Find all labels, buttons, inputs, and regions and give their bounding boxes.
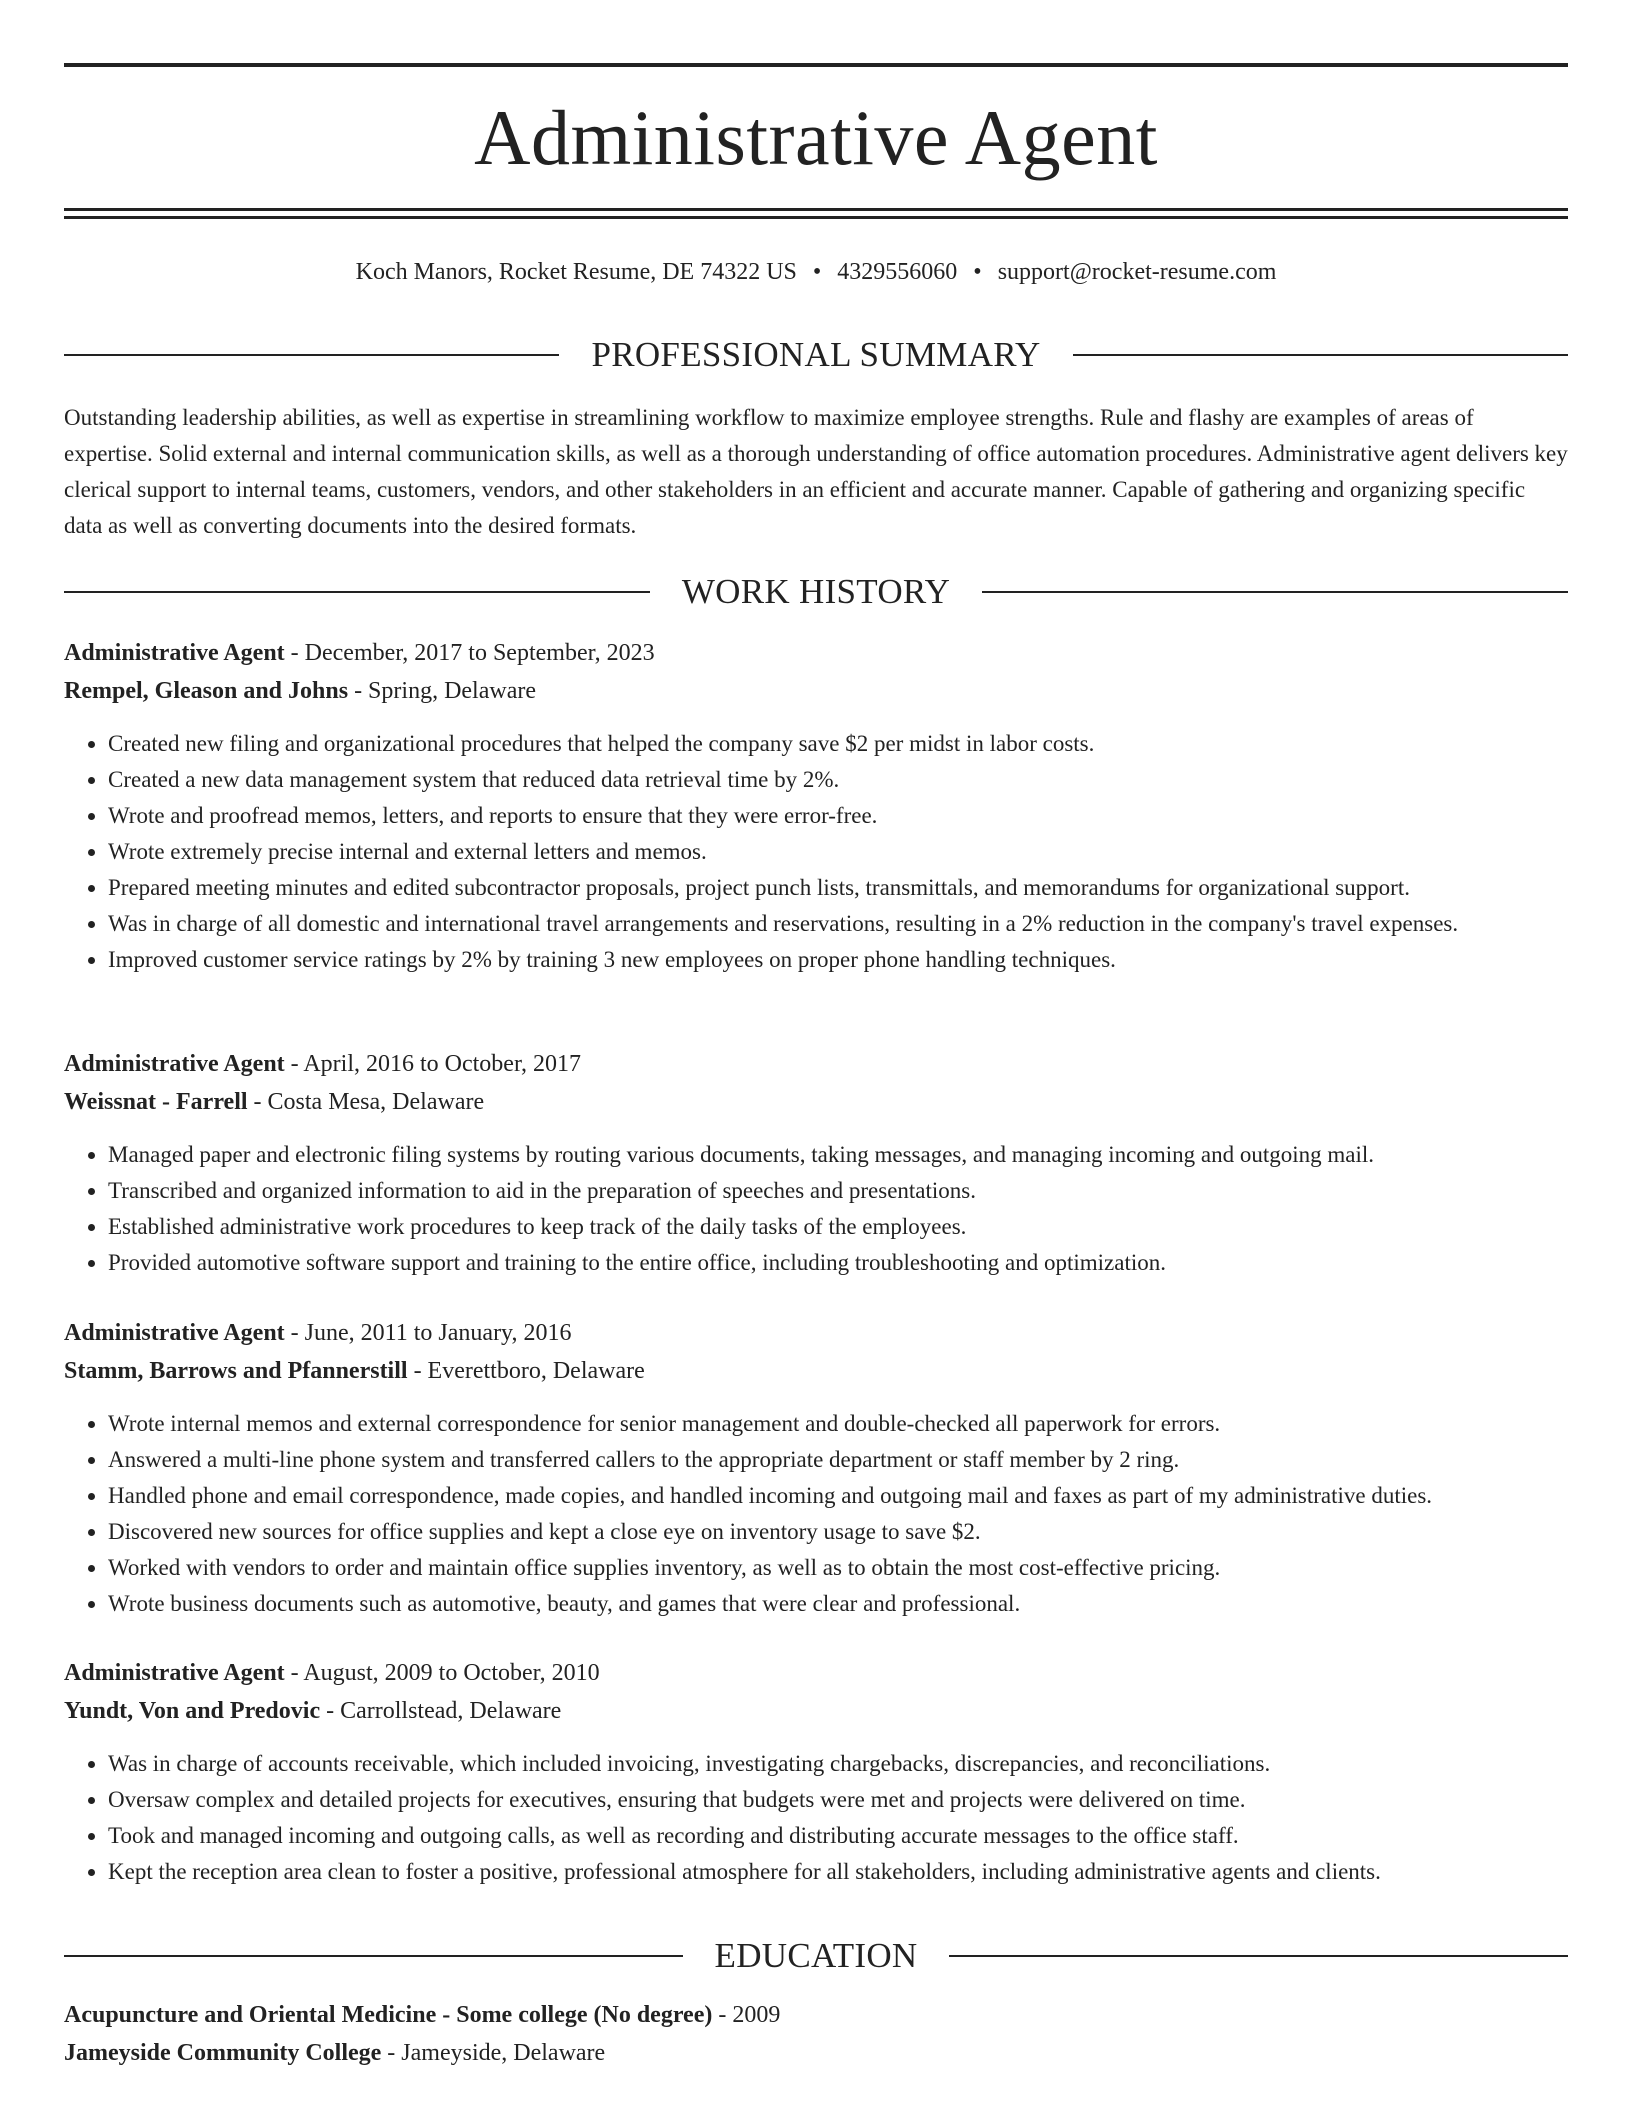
job-title: Administrative Agent xyxy=(64,1051,285,1077)
job-company-line xyxy=(64,1352,1568,1390)
job-bullets xyxy=(64,726,1568,978)
summary-heading: PROFESSIONAL SUMMARY xyxy=(591,335,1041,374)
job-title: Administrative Agent xyxy=(64,1660,285,1686)
heading-rule xyxy=(64,591,650,593)
job-location: - Spring, Delaware xyxy=(348,678,536,704)
job-bullet: • Was in charge of accounts receivable, which included invoicing, investigating chargebacks, discrepancies, and reconciliations. xyxy=(108,1746,1568,1782)
job-title-line xyxy=(64,1654,1568,1692)
work-heading-row xyxy=(64,570,1568,614)
job-entry xyxy=(64,1654,1568,1890)
job-company: Yundt, Von and Predovic xyxy=(64,1698,321,1724)
name-rule-upper xyxy=(64,208,1568,211)
job-company: Weissnat - Farrell xyxy=(64,1089,248,1115)
education-school: Jameyside Community College xyxy=(64,2040,382,2066)
job-bullet: • Created new filing and organizational procedures that helped the company save $2 per midst in labor costs. xyxy=(108,726,1568,762)
top-rule xyxy=(64,63,1568,67)
job-bullet: • Worked with vendors to order and maintain office supplies inventory, as well as to obtain the most cost-effective pricing. xyxy=(108,1550,1568,1586)
contact-separator: • xyxy=(973,259,982,285)
job-company: Rempel, Gleason and Johns xyxy=(64,678,349,704)
job-bullets xyxy=(64,1746,1568,1890)
heading-rule xyxy=(64,354,559,356)
job-entry xyxy=(64,1314,1568,1622)
job-bullet: • Wrote internal memos and external correspondence for senior management and double-checked all paperwork for errors. xyxy=(108,1406,1568,1442)
job-bullet: • Provided automotive software support and training to the entire office, including troubleshooting and optimization. xyxy=(108,1245,1568,1281)
job-dates: - August, 2009 to October, 2010 xyxy=(284,1660,600,1686)
job-location: - Carrollstead, Delaware xyxy=(320,1698,562,1724)
job-bullet: • Took and managed incoming and outgoing calls, as well as recording and distributing accurate messages to the office staff. xyxy=(108,1818,1568,1854)
job-bullet: • Wrote and proofread memos, letters, and reports to ensure that they were error-free. xyxy=(108,798,1568,834)
job-bullet: • Was in charge of all domestic and international travel arrangements and reservations, resulting in a 2% reduction in the company's travel expenses. xyxy=(108,906,1568,942)
heading-rule xyxy=(64,1955,683,1957)
job-title: Administrative Agent xyxy=(64,1320,285,1346)
summary-text: Outstanding leadership abilities, as well as expertise in streamlining workflow to maximize employee strengths. Rule and flashy are examples of areas of expertise. Solid external and internal communication skills, as well as a thorough understanding of office automation procedures. Administrative agent delivers key clerical support to internal teams, customers, vendors, and other stakeholders in an efficient and accurate manner. Capable of gathering and organizing specific data as well as converting documents into the desired formats. xyxy=(64,405,1568,538)
job-bullet: • Handled phone and email correspondence, made copies, and handled incoming and outgoing mail and faxes as part of my administrative duties. xyxy=(108,1478,1568,1514)
summary-heading-row xyxy=(64,333,1568,377)
job-company-line xyxy=(64,672,1568,710)
job-location: - Everettboro, Delaware xyxy=(407,1358,645,1384)
job-bullet: • Established administrative work procedures to keep track of the daily tasks of the employees. xyxy=(108,1209,1568,1245)
job-company: Stamm, Barrows and Pfannerstill xyxy=(64,1358,408,1384)
job-location: - Costa Mesa, Delaware xyxy=(247,1089,485,1115)
job-title: Administrative Agent xyxy=(64,640,285,666)
job-dates: - June, 2011 to January, 2016 xyxy=(284,1320,572,1346)
contact-address: Koch Manors, Rocket Resume, DE 74322 US xyxy=(355,259,797,285)
job-bullet: • Created a new data management system that reduced data retrieval time by 2%. xyxy=(108,762,1568,798)
job-bullet: • Improved customer service ratings by 2% by training 3 new employees on proper phone handling techniques. xyxy=(108,942,1568,978)
work-heading: WORK HISTORY xyxy=(681,572,951,611)
job-bullet: • Oversaw complex and detailed projects for executives, ensuring that budgets were met and projects were delivered on time. xyxy=(108,1782,1568,1818)
job-title-line xyxy=(64,1045,1568,1083)
job-bullet: • Wrote extremely precise internal and external letters and memos. xyxy=(108,834,1568,870)
heading-rule xyxy=(949,1955,1568,1957)
job-dates: - December, 2017 to September, 2023 xyxy=(284,640,655,666)
education-degree: Acupuncture and Oriental Medicine - Some college (No degree) xyxy=(64,2002,713,2028)
heading-rule xyxy=(982,591,1568,593)
contact-phone: 4329556060 xyxy=(837,259,958,285)
job-entry xyxy=(64,634,1568,978)
job-title-line xyxy=(64,1314,1568,1352)
job-bullet: • Transcribed and organized information to aid in the preparation of speeches and presentations. xyxy=(108,1173,1568,1209)
contact-line xyxy=(64,254,1568,290)
job-title-line xyxy=(64,634,1568,672)
contact-separator: • xyxy=(812,259,822,285)
contact-email: support@rocket-resume.com xyxy=(997,259,1277,285)
heading-rule xyxy=(1073,354,1568,356)
job-bullets xyxy=(64,1406,1568,1622)
name-rule-lower xyxy=(64,216,1568,219)
education-entry xyxy=(64,1996,1568,2072)
job-bullet: • Wrote business documents such as automotive, beauty, and games that were clear and professional. xyxy=(108,1586,1568,1622)
job-dates: - April, 2016 to October, 2017 xyxy=(284,1051,581,1077)
job-bullets xyxy=(64,1137,1568,1281)
education-school-line xyxy=(64,2034,1568,2072)
job-company-line xyxy=(64,1692,1568,1730)
resume-name: Administrative Agent xyxy=(474,94,1158,181)
education-location: - Jameyside, Delaware xyxy=(381,2040,606,2066)
job-bullet: • Answered a multi-line phone system and transferred callers to the appropriate department or staff member by 2 ring. xyxy=(108,1442,1568,1478)
education-heading: EDUCATION xyxy=(714,1936,918,1975)
job-entry xyxy=(64,1045,1568,1281)
job-company-line xyxy=(64,1083,1568,1121)
job-bullet: • Managed paper and electronic filing systems by routing various documents, taking messages, and managing incoming and outgoing mail. xyxy=(108,1137,1568,1173)
job-bullet: • Kept the reception area clean to foster a positive, professional atmosphere for all stakeholders, including administrative agents and clients. xyxy=(108,1854,1568,1890)
education-heading-row xyxy=(64,1934,1568,1978)
education-year: - 2009 xyxy=(712,2002,781,2028)
job-bullet: • Discovered new sources for office supplies and kept a close eye on inventory usage to save $2. xyxy=(108,1514,1568,1550)
education-degree-line xyxy=(64,1996,1568,2034)
job-bullet: • Prepared meeting minutes and edited subcontractor proposals, project punch lists, transmittals, and memorandums for organizational support. xyxy=(108,870,1568,906)
